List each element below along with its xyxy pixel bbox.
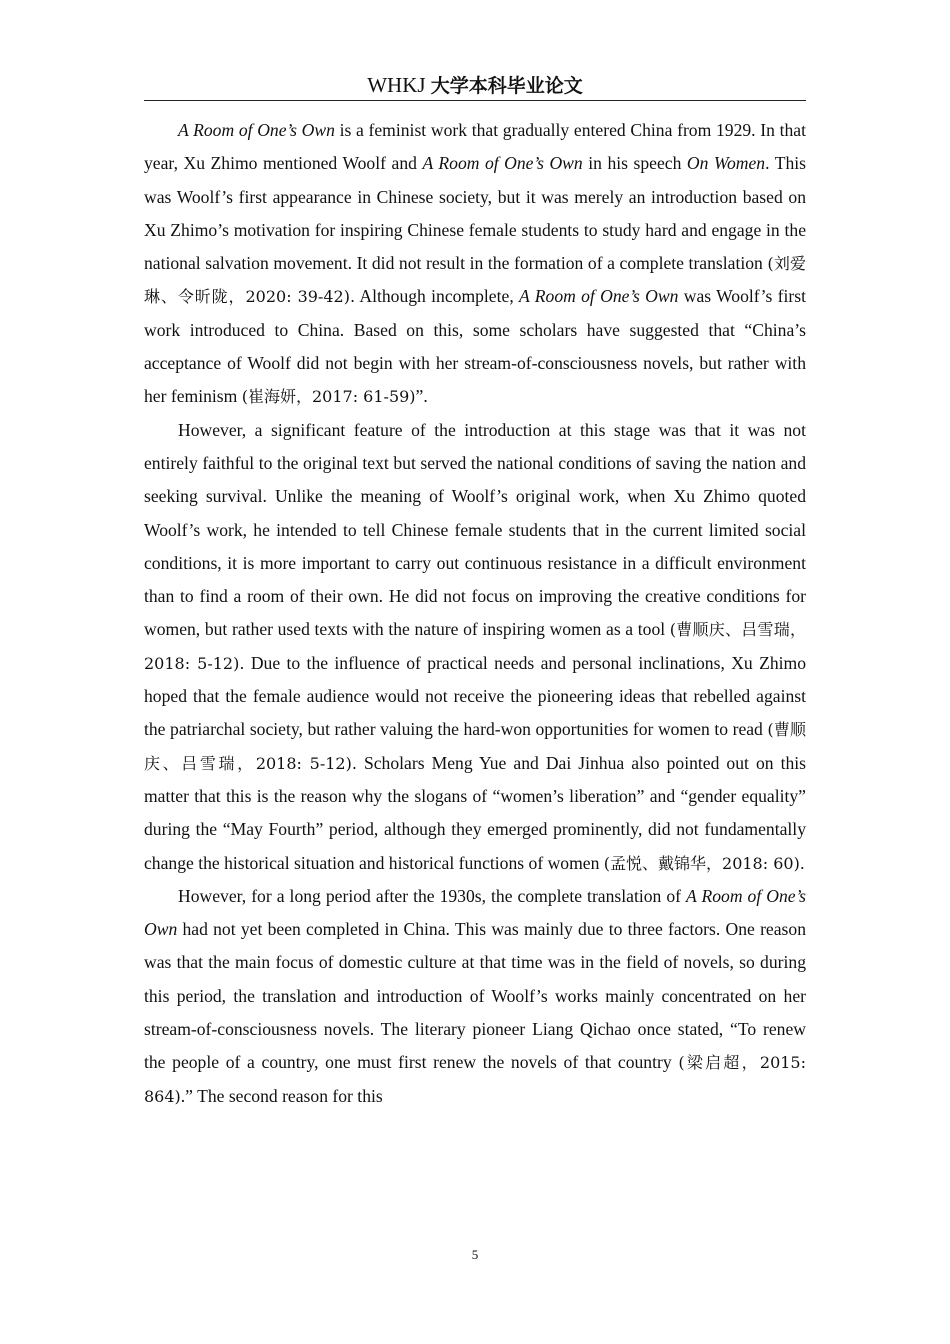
header-title-cn: 大学本科毕业论文: [430, 75, 583, 97]
text-run: ”.: [415, 386, 428, 407]
text-run: was Woolf’s first work introduced to China. Based on this, some scholars have suggested that “China’s acceptance of Woolf did not begin with her stream-of-consciousness novels, but rather with her feminism: [144, 286, 806, 407]
paragraph: [144, 114, 806, 414]
paragraph: [144, 414, 806, 880]
text-run: .” The second reason for this: [180, 1085, 383, 1106]
page-number: 5: [471, 1247, 479, 1262]
citation: (梁启超，2015: 864): [144, 1053, 806, 1106]
text-run: in his speech: [582, 153, 687, 174]
paragraph: [144, 880, 806, 1113]
italic-title: A Room of One’s Own: [178, 120, 335, 140]
text-run: had not yet been completed in China. This was mainly due to three factors. One reason was that the main focus of domestic culture at that time was in the field of novels, so during this period, the translation and introduction of Woolf’s works mainly concentrated on her stream-of-consciousness novels. The literary pioneer Liang Qichao once stated, “To renew the people of a country, one must first renew the novels of that country: [144, 919, 806, 1073]
text-run: Although incomplete,: [355, 286, 520, 307]
citation: (曹顺庆、吕雪瑞，2018: 5-12).: [144, 620, 806, 673]
header-rule: [144, 100, 806, 101]
italic-title: A Room of One’s Own: [422, 153, 583, 174]
text-run: . This was Woolf’s first appearance in Chinese society, but it was merely an introduction based on Xu Zhimo’s motivation for inspiring Chinese female students to study hard and engage in the national salvation movement. It did not result in the formation of a complete translation: [144, 153, 806, 274]
citation: (曹顺庆、吕雪瑞，2018: 5-12).: [144, 720, 806, 773]
header-title-latin: WHKJ: [367, 73, 431, 97]
italic-title: A Room of One’s Own: [144, 885, 807, 940]
citation: (刘爱琳、令昕陇，2020: 39-42).: [144, 254, 806, 307]
text-run: Due to the influence of practical needs and personal inclinations, Xu Zhimo hoped that the female audience would not receive the pioneering ideas that rebelled against the patriarchal society, but rather valuing the hard-won opportunities for women to read: [144, 652, 806, 740]
citation: (孟悦、戴锦华，2018: 60).: [603, 853, 805, 873]
body-text: [144, 114, 806, 1113]
italic-title: A Room of One’s Own: [519, 286, 679, 307]
text-run: is a feminist work that gradually entered China from 1929. In that year, Xu Zhimo mentioned Woolf and: [144, 120, 806, 174]
italic-title: On Women: [686, 153, 766, 174]
text-run: However, a significant feature of the introduction at this stage was that it was not entirely faithful to the original text but served the national conditions of saving the nation and seeking survival. Unlike the meaning of Woolf’s original work, when Xu Zhimo quoted Woolf’s work, he intended to tell Chinese female students that in the current limited social conditions, it is more important to carry out continuous resistance in a difficult environment than to find a room of their own. He did not focus on improving the creative conditions for women, but rather used texts with the nature of inspiring women as a tool: [144, 419, 806, 640]
text-run: Scholars Meng Yue and Dai Jinhua also pointed out on this matter that this is the reason why the slogans of “women’s liberation” and “gender equality” during the “May Fourth” period, although they emerged prominently, did not fundamentally change the historical situation and historical functions of women: [144, 752, 806, 873]
citation: (崔海妍，2017: 61-59): [241, 387, 416, 407]
text-run: However, for a long period after the 1930s, the complete translation of: [178, 885, 687, 906]
page-header: [144, 72, 806, 99]
